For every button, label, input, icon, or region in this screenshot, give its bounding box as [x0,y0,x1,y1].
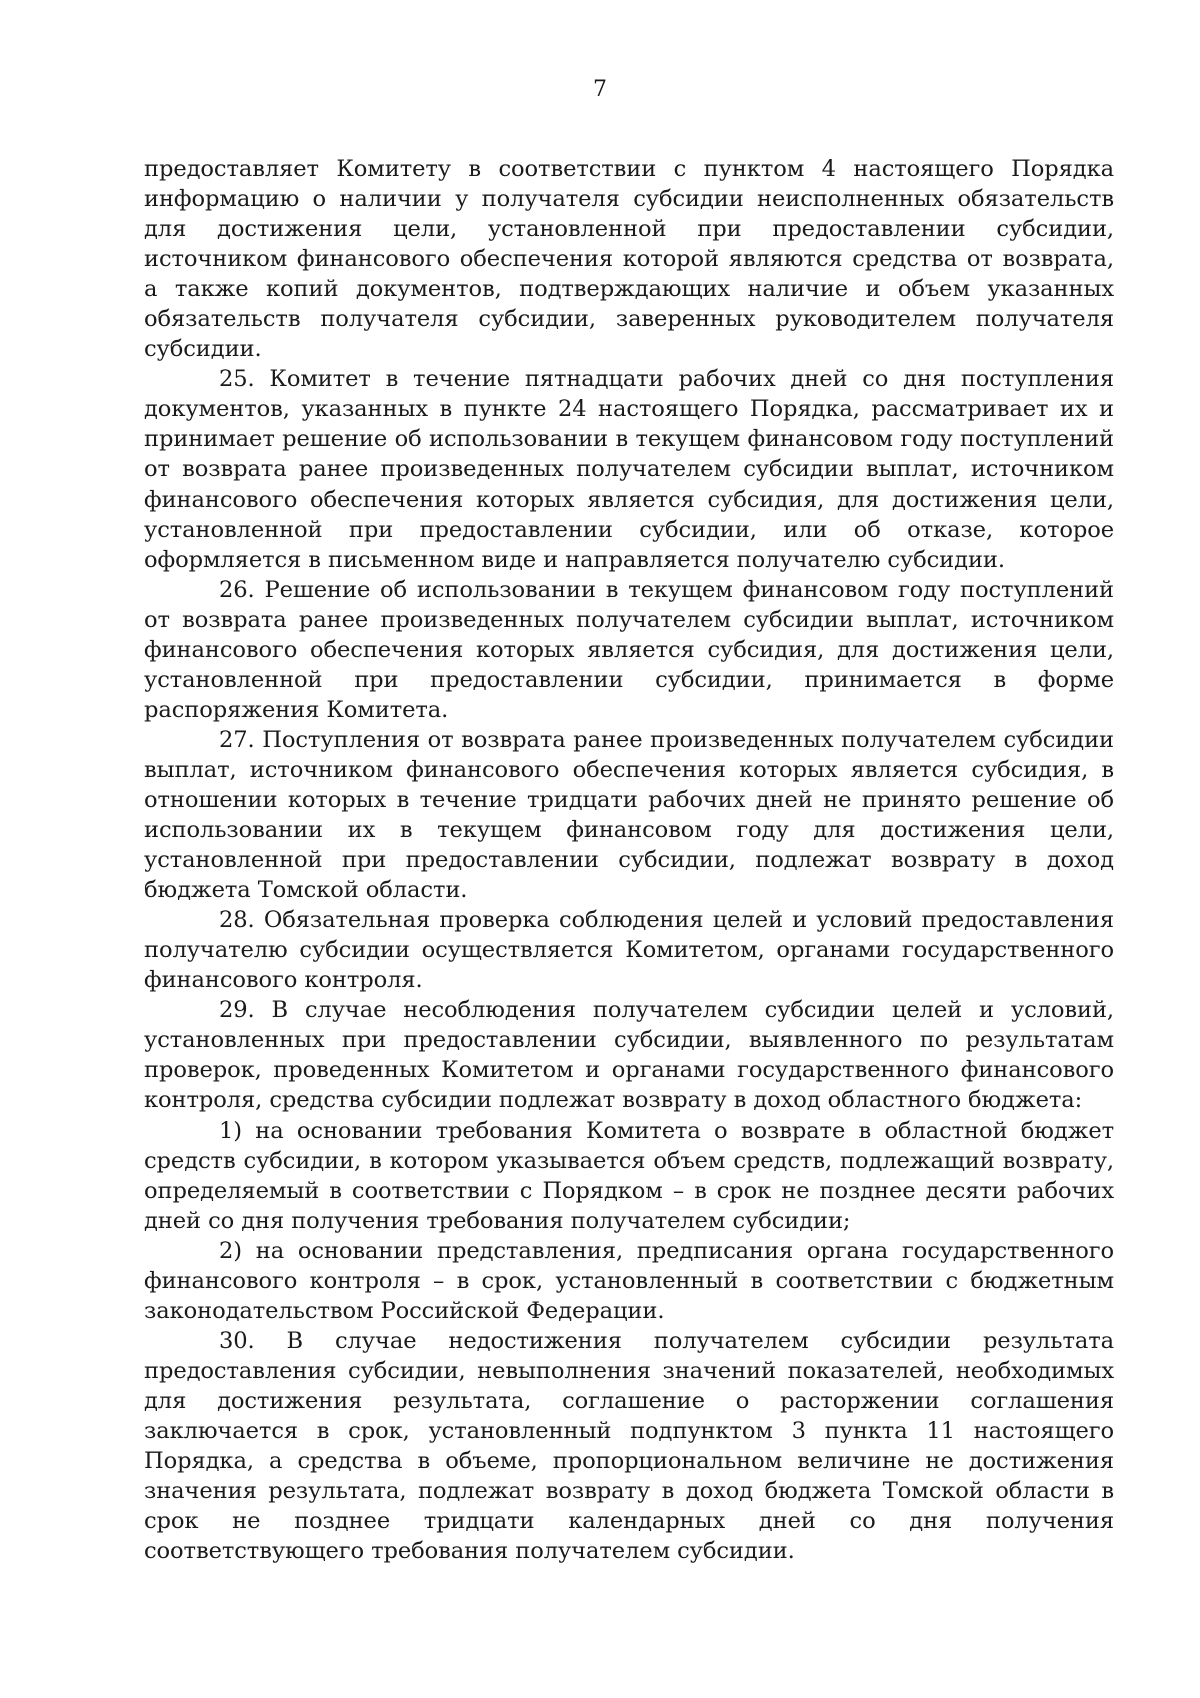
paragraph-item-27: 27. Поступления от возврата ранее произведенных получателем субсидии выплат, источником финансового обеспечения которых является субсидия, в отношении которых в течение тридцати рабочих дней не принято решение об использовании их в текущем финансовом году для достижения цели, установленной при предоставлении субсидии, подлежат возврату в доход бюджета Томской области. [144,726,1114,904]
paragraph-item-25: 25. Комитет в течение пятнадцати рабочих дней со дня поступления документов, указанных в пункте 24 настоящего Порядка, рассматривает их и принимает решение об использовании в текущем финансовом году поступлений от возврата ранее произведенных получателем субсидии выплат, источником финансового обеспечения которых является субсидия, для достижения цели, установленной при предоставлении субсидии, или об отказе, которое оформляется в письменном виде и направляется получателю субсидии. [144,366,1114,573]
page-number: 7 [593,77,607,102]
paragraph-item-26: 26. Решение об использовании в текущем финансовом году поступлений от возврата ранее произведенных получателем субсидии выплат, источником финансового обеспечения которых является субсидия, для достижения цели, установленной при предоставлении субсидии, принимается в форме распоряжения Комитета. [144,576,1114,723]
paragraph-item-30: 30. В случае недостижения получателем субсидии результата предоставления субсидии, невыполнения значений показателей, необходимых для достижения результата, соглашение о расторжении соглашения заключается в срок, установленный подпунктом 3 пункта 11 настоящего Порядка, а средства в объеме, пропорциональном величине не достижения значения результата, подлежат возврату в доход бюджета Томской области в срок не позднее тридцати календарных дней со дня получения соответствующего требования получателем субсидии. [144,1327,1114,1565]
paragraph-item-28: 28. Обязательная проверка соблюдения целей и условий предоставления получателю субсидии осуществляется Комитетом, органами государственного финансового контроля. [144,907,1114,994]
paragraph-item-29: 29. В случае несоблюдения получателем субсидии целей и условий, установленных при предоставлении субсидии, выявленного по результатам проверок, проведенных Комитетом и органами государственного финансового контроля, средства субсидии подлежат возврату в доход областного бюджета: [144,997,1114,1114]
paragraph-subitem-1: 1) на основании требования Комитета о возврате в областной бюджет средств субсидии, в котором указывается объем средств, подлежащий возврату, определяемый в соответствии с Порядком – в срок не позднее десяти рабочих дней со дня получения требования получателем субсидии; [144,1117,1114,1234]
paragraph-subitem-2: 2) на основании представления, предписания органа государственного финансового контроля – в срок, установленный в соответствии с бюджетным законодательством Российской Федерации. [144,1237,1114,1324]
paragraph-continuation: предоставляет Комитету в соответствии с пунктом 4 настоящего Порядка информацию о наличии у получателя субсидии неисполненных обязательств для достижения цели, установленной при предоставлении субсидии, источником финансового обеспечения которой являются средства от возврата, а также копий документов, подтверждающих наличие и объем указанных обязательств получателя субсидии, заверенных руководителем получателя субсидии. [144,156,1114,363]
document-body [144,154,1114,1566]
